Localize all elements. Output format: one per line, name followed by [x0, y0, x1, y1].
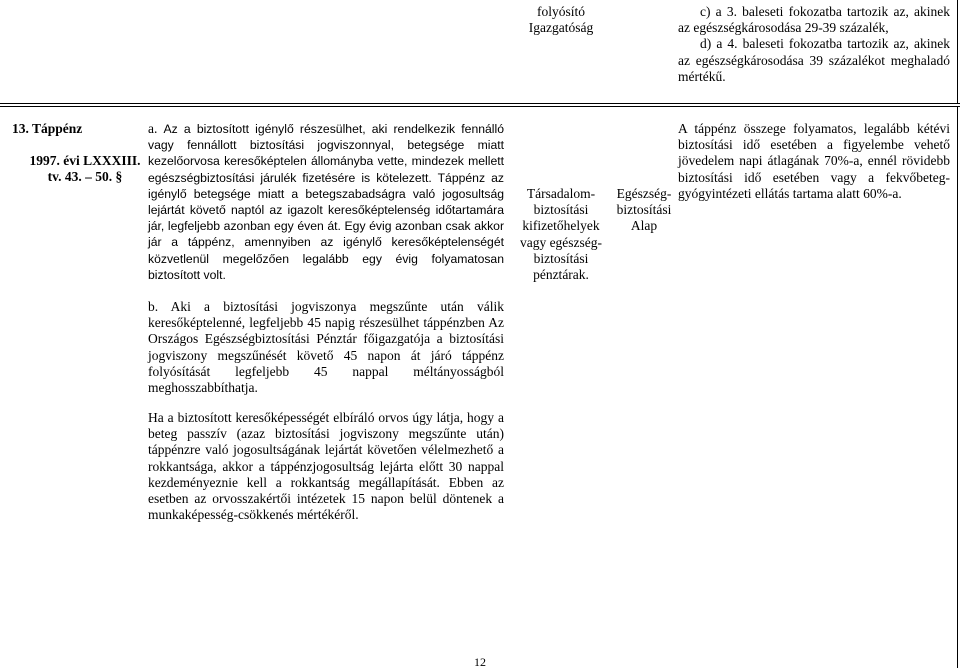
- list-item: c) a 3. baleseti fokozatba tartozik az, akinek az egészségkárosodása 29-39 százalék,: [678, 4, 950, 36]
- row-title: 13. Táppénz: [12, 121, 83, 136]
- top-items: [678, 4, 950, 85]
- paragraph-c: Ha a biztosított keresőképességét elbíráló orvos úgy látja, hogy a beteg passzív (azaz biztosítási jogviszony megszűnte után) táppénzre való jogosultságának lejártát követően vélelmezhető a rokkantsága, akkor a táppénzjogosultság lejárta előtt 30 nappal kezdeményeznie kell a rokkantság megállapítását. Ebben az esetben az orvosszakértői intézetek 15 napon belül döntenek a munkaképesség-csökkenés mértékéről.: [148, 410, 504, 523]
- paragraph-b: [148, 299, 504, 396]
- column-divider: [957, 0, 958, 103]
- row-divider: [0, 106, 960, 107]
- column-divider: [957, 106, 958, 668]
- paragraph-a: [148, 121, 504, 283]
- list-item: d) a 4. baleseti fokozatba tartozik az, akinek az egészségkárosodása 39 százalékot meghaladó mértékű.: [678, 36, 950, 84]
- legal-reference: 1997. évi LXXXIII. tv. 43. – 50. §: [29, 153, 141, 185]
- top-payer: folyósító Igazgatóság: [528, 4, 594, 36]
- page-number: 12: [474, 655, 486, 669]
- amount-cell: A táppénz összege folyamatos, legalább kétévi biztosítási idő esetében a figyelembe vehető jövedelem napi átlagának 70%-a, ennél rövidebb biztosítási idő esetében vagy a fekvőbeteg-gyógyintézeti ellátás tartama alatt 60%-a.: [678, 121, 950, 201]
- payer-cell: Társadalom-biztosítási kifizetőhelyek vagy egészség-biztosítási pénztárak.: [519, 186, 603, 283]
- paragraph-b-text: Aki a biztosítási jogviszonya megszűnte után válik keresőképtelenné, legfeljebb 45 napig részesülhet táppénzben Az Országos Egészségbiztosítási Pénztár főigazgatója a biztosítási jogviszony megszűnését követő 45 napon át járó táppénz folyósítását legfeljebb 45 nappal méltányosságból meghosszabbíthatja.: [148, 299, 504, 396]
- paragraph-a-label: a.: [148, 121, 158, 136]
- row-divider: [0, 103, 960, 104]
- paragraph-a-text: Az a biztosított igénylő részesülhet, aki rendelkezik fennálló vagy fennállott biztosítási jogviszonnyal, betegsége miatt kezelőorvosa keresőképtelen állományba vette, mindezek mellett egészségbiztosítási járulék fizetésére is kötelezett. Táppénz az igénylő betegsége miatt a betegszabadságra való jogosultság lejártát követő naptól az igazolt keresőképtelenség időtartamára jár, legfeljebb azonban egy éven át. Egy évig azonban csak akkor jár a táppénz, amennyiben az igénylő keresőképtelenségét közvetlenül megelőzően legalább egy évig folyamatosan biztosított volt.: [148, 122, 504, 282]
- paragraph-b-label: b.: [148, 299, 159, 314]
- fund-cell: Egészség-biztosítási Alap: [616, 186, 672, 234]
